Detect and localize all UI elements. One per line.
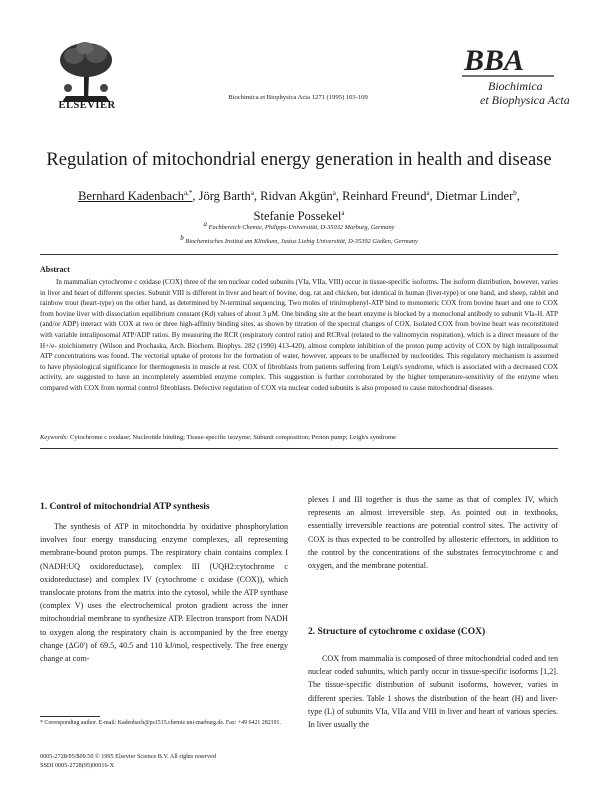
journal-reference: Biochimica et Biophysica Acta 1271 (1995) 103-109: [228, 94, 368, 101]
section-body-continuation: plexes I and III together is thus the same as that of complex IV, which represents an almost irreversible step. As pointed out in textbooks, essentially irreversible reactions are potential control sites. The activity of COX is thus expected to be controlled by allosteric effectors, in addition to the control by the concentrations of the substrates ferrocytochrome c and oxygen, and the membrane potential.: [308, 495, 558, 571]
divider: [40, 448, 558, 449]
affiliation-line: $^b$ Biochemisches Institut am Klinikum, Justus Liebig Universität, D-35392 Gießen, Germany: [180, 234, 418, 246]
article-title: Regulation of mitochondrial energy generation in health and disease: [46, 150, 552, 170]
author-name: Bernhard Kadenbach$^{a,*}$: [78, 189, 193, 204]
corresponding-author-footnote: * Corresponding author. E-mail: Kadenbach@ps1515.chemie.uni-marburg.de. Fax: +49 6421 282191.: [40, 720, 281, 726]
abstract-heading: Abstract: [40, 265, 70, 274]
author-name: Dietmar Linder$^b$: [435, 189, 517, 204]
section-heading: 2. Structure of cytochrome c oxidase (COX): [308, 627, 486, 637]
affiliation-line: $^a$ Fachbereich Chemie, Philipps-Universität, D-35032 Marburg, Germany: [203, 220, 395, 232]
section-body: The synthesis of ATP in mitochondria by oxidative phosphorylation involves four energy transducing enzyme complexes, all representing membrane-bound proton pumps. The respiratory chain contains complex I (NADH:UQ oxidoreductase), complex III (UQH2:cytochrome c oxidoreductase) and complex IV (cytochrome c oxidase (COX)), which translocate protons from the matrix into the cytosol, while the ATP synthase (complex V) uses the electrochemical proton gradient across the inner mitochondrial membrane to synthesize ATP. Electron transport from NADH to oxygen along the respiratory chain is accompanied by the free energy change (ΔG0') of 69.5, 40.5 and 110 kJ/mol, respectively. The free energy change at com-: [40, 522, 288, 664]
copyright-notice: 0005-2728/95/$09.50 © 1995 Elsevier Science B.V. All rights reserved SSDI 0005-2728(95)00016-X: [40, 753, 216, 770]
footnote-divider: [40, 716, 100, 717]
author-name: Jörg Barth$^a$: [198, 189, 254, 204]
section-body: COX from mammalia is composed of three mitochondrial coded and ten nuclear coded subunits, which partly occur in tissue-specific isoforms [1,2]. The tissue-specific distribution of subunit isoforms, however, varies in different species. Table 1 shows the distribution of the heart (H) and liver-type (L) of subunits VIa, VIIa and VIII in liver and heart of various species. In liver usually the: [308, 654, 558, 730]
bba-logo-abbrev: BBA: [464, 44, 525, 77]
bba-logo-name-line2: et Biophysica Acta: [480, 93, 570, 107]
affiliations: [60, 219, 538, 247]
divider: [40, 254, 558, 255]
author-name: Stefanie Possekel$^a$: [253, 209, 345, 224]
elsevier-tree-logo: [56, 40, 116, 104]
bba-logo-name-line1: Biochimica: [488, 79, 543, 93]
keywords-text: Cytochrome c oxidase; Nucleotide binding; Tissue-specific isozyme; Subunit composition; Proton pump; Leigh's syndrome: [69, 434, 397, 441]
publisher-name: ELSEVIER: [58, 100, 116, 111]
section-heading: 1. Control of mitochondrial ATP synthesis: [40, 502, 210, 512]
author-name: Reinhard Freund$^a$: [342, 189, 430, 204]
keywords: [40, 434, 558, 441]
author-list: Bernhard Kadenbach$^{a,*}$, Jörg Barth$^a$, Ridvan Akgün$^a$, Reinhard Freund$^a$, Dietmar Linder$^b$, Stefanie Possekel$^a$: [78, 189, 520, 224]
keywords-label: Keywords:: [40, 434, 69, 441]
author-name: Ridvan Akgün$^a$: [260, 189, 336, 204]
abstract-body: In mammalian cytochrome c oxidase (COX) three of the ten nuclear coded subunits (VIa, VIIa, VIII) occur in tissue-specific isoforms. The isoform distribution, however, varies in liver and heart of different species. Subunit VIII is different in liver and heart of bovine, dog, rat and chicken, but identical in human (liver-type) or one hand, and sheep, rabbit and rainbow trout (heart-type) on the other hand, as determined by N-terminal sequencing. Two moles of trinitrophenyl-ATP bind to monomeric COX from bovine heart and one to COX from bovine liver with dissociation equilibrium constant (Kd) values of about 3 μM. One binding site at the heart enzyme is blocked by a monoclonal antibody to subunit VIa-H. ATP (and/or ADP) interact with COX at two or three high-affinity binding sites, as shown by titration of the spectral changes of COX. Isolated COX from bovine heart was reconstituted with variable intraliposomal ATP/ADP ratios. By measuring the RCR (respiratory control ratio) and RCRval (related to the valinomycin respiration), which is a direct measure of the H+/e- stoichiometry (Wilson and Prochaska, Arch. Biochem. Biophys. 282 (1990) 413-420), almost complete inhibition of the proton pump activity of COX by high intraliposomal ATP concentrations was found. The vectorial uptake of protons for the formation of water, however, appears to be unaffected by nucleotides. This regulatory mechanism is assumed to have physiological significance for thermogenesis in muscle at rest. COX of fibroblasts from patients suffering from Leigh's syndrome, which is associated with a decreased COX activity, are suggested to have an incompletely assembled enzyme complex. This suggestion is further corroborated by the higher temperature-sensitivity of the enzyme when compared with COX from normal control fibroblasts. Defective regulation of COX via nuclear coded subunits is also proposed to cause mitochondrial diseases.: [40, 278, 558, 392]
bba-journal-logo: [458, 40, 570, 112]
